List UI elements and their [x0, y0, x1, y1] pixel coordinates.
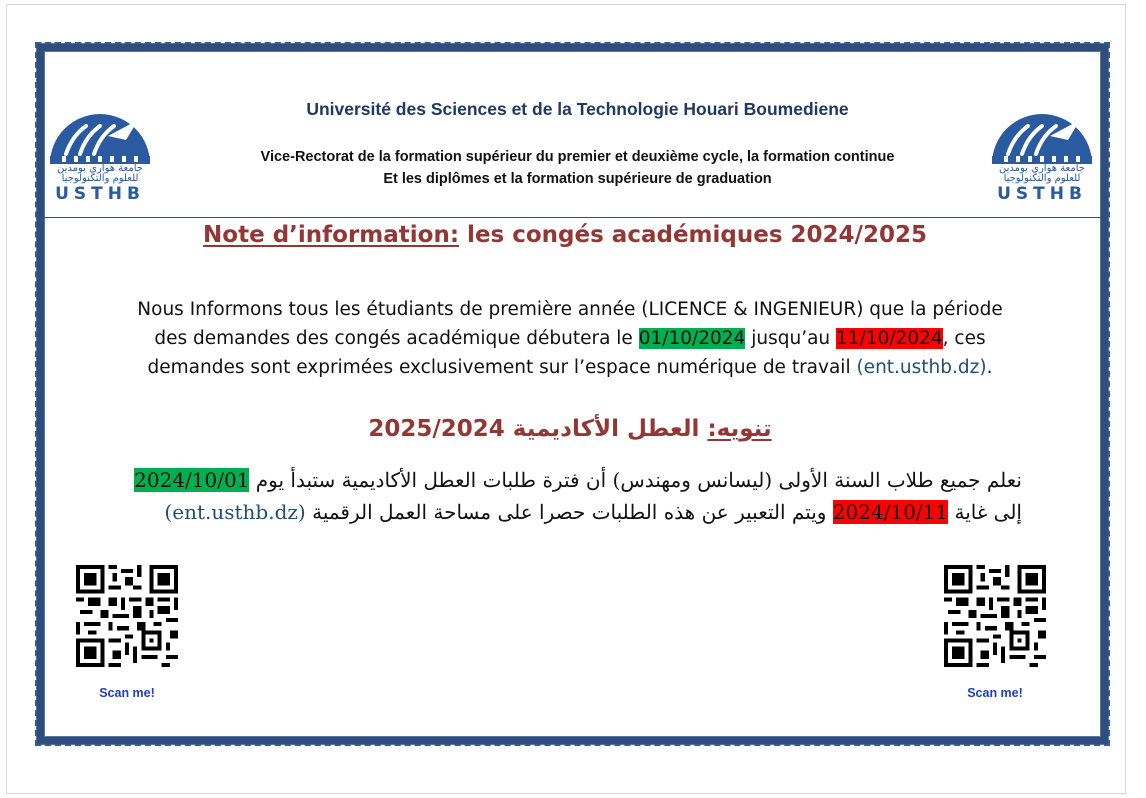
note-title-lead: Note d’information: — [203, 222, 460, 248]
start-date-fr: 01/10/2024 — [638, 328, 746, 349]
note-title-rest: les congés académiques 2024/2025 — [459, 222, 927, 248]
subtitle-line1: Vice-Rectorat de la formation supérieur du premier et deuxième cycle, la formation continue — [260, 149, 895, 165]
logo-arabic-text — [988, 164, 1096, 184]
logo-abbreviation: USTHB — [55, 184, 145, 204]
vice-rectorat-subtitle — [180, 146, 975, 190]
arabic-title — [200, 416, 940, 442]
fr-line3a: demandes sont exprimées exclusivement sur l’espace numérique de travail — [147, 357, 857, 378]
end-date-fr: 11/10/2024 — [836, 328, 943, 349]
usthb-emblem-icon — [988, 106, 1096, 166]
note-title — [140, 222, 990, 248]
start-date-ar: 2024/10/01 — [134, 468, 250, 492]
logo-arabic-text — [46, 164, 154, 184]
fr-line1: Nous Informons tous les étudiants de première année (LICENCE & INGENIEUR) que la période — [137, 299, 1003, 320]
ar-line1-text: نعلم جميع طلاب السنة الأولى (ليسانس ومهندس) أن فترة طلبات العطل الأكاديمية ستبدأ يوم — [249, 468, 1022, 492]
end-date-ar: 2024/10/11 — [832, 500, 949, 524]
ar-line2-text-a: إلى غاية — [948, 500, 1022, 524]
ar-line2 — [110, 496, 1022, 528]
qr-code-icon[interactable] — [76, 565, 178, 667]
ar-line2-text-b: ويتم التعبير عن هذه الطلبات حصرا على مساحة العمل الرقمية — [305, 500, 833, 524]
arabic-title-lead: تنويه: — [707, 416, 772, 442]
fr-line2a: des demandes des congés académique débutera le — [154, 328, 639, 349]
scan-me-label-right: Scan me! — [967, 686, 1023, 700]
fr-line2b: jusqu’au — [745, 328, 837, 349]
usthb-logo-right — [988, 106, 1096, 204]
logo-arabic-line2: للعلوم والتكنولوجيا — [61, 173, 139, 184]
logo-arabic-line2: للعلوم والتكنولوجيا — [1003, 173, 1081, 184]
ent-link-fr[interactable]: (ent.usthb.dz) — [856, 357, 987, 378]
arabic-announcement — [110, 464, 1022, 528]
ent-link-ar[interactable]: (ent.usthb.dz) — [164, 500, 306, 524]
french-announcement — [90, 295, 1050, 382]
logo-arabic-line1: جامعة هواري بومدين — [999, 163, 1085, 174]
arabic-title-rest: العطل الأكاديمية 2025/2024 — [368, 416, 708, 442]
usthb-logo-left — [46, 106, 154, 204]
scan-me-label-left: Scan me! — [99, 686, 155, 700]
university-name: Université des Sciences et de la Technologie Houari Boumediene — [306, 99, 849, 119]
fr-line3b: . — [986, 357, 993, 378]
usthb-emblem-icon — [46, 106, 154, 166]
qr-code-icon[interactable] — [944, 565, 1046, 667]
subtitle-line2: Et les diplômes et la formation supérieure de graduation — [383, 171, 772, 187]
logo-abbreviation: USTHB — [997, 184, 1087, 204]
header-divider — [38, 217, 1103, 218]
ar-line1 — [110, 464, 1022, 496]
fr-line2c: , ces — [942, 328, 986, 349]
logo-arabic-line1: جامعة هواري بومدين — [57, 163, 143, 174]
